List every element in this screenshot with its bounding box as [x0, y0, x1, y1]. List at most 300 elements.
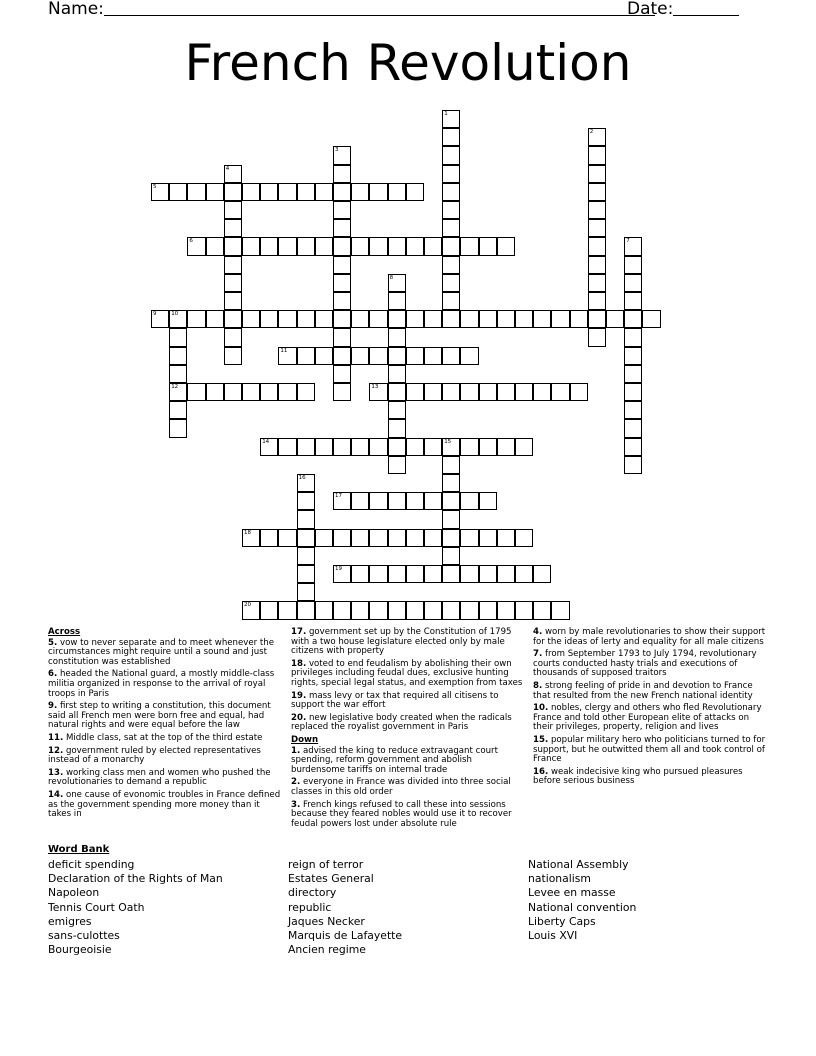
crossword-cell[interactable]: [297, 438, 315, 456]
clue-number: 16.: [533, 766, 549, 777]
crossword-cell[interactable]: [169, 383, 187, 401]
crossword-cell[interactable]: [388, 601, 406, 619]
crossword-cell[interactable]: [570, 383, 588, 401]
crossword-cell[interactable]: [533, 565, 551, 583]
crossword-cell[interactable]: [406, 310, 424, 328]
crossword-cell[interactable]: [260, 601, 278, 619]
crossword-cell[interactable]: [424, 565, 442, 583]
crossword-cell[interactable]: [442, 565, 460, 583]
crossword-cell[interactable]: [424, 438, 442, 456]
crossword-cell[interactable]: [388, 565, 406, 583]
crossword-cell[interactable]: [479, 601, 497, 619]
crossword-cell[interactable]: [151, 183, 169, 201]
crossword-cell[interactable]: [369, 438, 387, 456]
crossword-cell[interactable]: [515, 529, 533, 547]
crossword-cell[interactable]: [297, 583, 315, 601]
crossword-cell[interactable]: [169, 310, 187, 328]
crossword-cell[interactable]: [224, 183, 242, 201]
crossword-cell[interactable]: [570, 310, 588, 328]
clue-number: 14.: [48, 789, 64, 800]
clue-text: vow to never separate and to meet whenever the circumstances might require until a sound and just constitution was established: [48, 637, 275, 667]
crossword-cell[interactable]: [333, 565, 351, 583]
crossword-cell[interactable]: [497, 310, 515, 328]
crossword-cell[interactable]: [333, 146, 351, 164]
crossword-cell[interactable]: [333, 201, 351, 219]
crossword-cell[interactable]: [442, 128, 460, 146]
crossword-cell[interactable]: [551, 383, 569, 401]
crossword-cell[interactable]: [533, 601, 551, 619]
crossword-cell[interactable]: [351, 529, 369, 547]
crossword-cell[interactable]: [333, 237, 351, 255]
crossword-cell[interactable]: [369, 383, 387, 401]
crossword-cell[interactable]: [442, 201, 460, 219]
crossword-cell[interactable]: [242, 383, 260, 401]
crossword-cell[interactable]: [369, 565, 387, 583]
clue-number: 8: [389, 274, 394, 281]
crossword-cell[interactable]: [388, 438, 406, 456]
crossword-cell[interactable]: [533, 310, 551, 328]
crossword-cell[interactable]: [169, 183, 187, 201]
crossword-cell[interactable]: [442, 529, 460, 547]
crossword-cell[interactable]: [388, 401, 406, 419]
crossword-cell[interactable]: [442, 383, 460, 401]
crossword-cell[interactable]: [588, 165, 606, 183]
crossword-cell[interactable]: [351, 310, 369, 328]
word-bank-item: emigres: [48, 914, 92, 928]
crossword-cell[interactable]: [224, 383, 242, 401]
crossword-cell[interactable]: [351, 438, 369, 456]
crossword-cell[interactable]: [497, 529, 515, 547]
crossword-cell[interactable]: [242, 183, 260, 201]
clue-number: 19: [335, 566, 342, 572]
crossword-cell[interactable]: [406, 347, 424, 365]
crossword-cell[interactable]: [479, 492, 497, 510]
crossword-cell[interactable]: [333, 383, 351, 401]
clue-number: 13: [371, 384, 379, 390]
crossword-cell[interactable]: [315, 347, 333, 365]
crossword-cell[interactable]: [388, 365, 406, 383]
clue-text: nobles, clergy and others who fled Revolutionary France and told other European elite of attacks on their privileges, property, religion and lives: [533, 703, 762, 733]
clue-number: 4.: [533, 627, 543, 637]
crossword-cell[interactable]: [224, 201, 242, 219]
crossword-cell[interactable]: [388, 274, 406, 292]
across-clue: [48, 747, 283, 766]
crossword-cell[interactable]: [333, 165, 351, 183]
clue-text: working class men and women who pushed the revolutionaries to demand a republic: [48, 767, 271, 788]
crossword-cell[interactable]: [151, 310, 169, 328]
crossword-cell[interactable]: [224, 219, 242, 237]
word-bank-item: republic: [288, 900, 332, 914]
down-clue: [291, 747, 526, 776]
clue-number: 16: [298, 475, 306, 481]
crossword-cell[interactable]: [624, 438, 642, 456]
across-clue: [48, 702, 283, 731]
crossword-cell[interactable]: [588, 274, 606, 292]
crossword-cell[interactable]: [515, 601, 533, 619]
crossword-cell[interactable]: [297, 183, 315, 201]
crossword-cell[interactable]: [624, 401, 642, 419]
crossword-cell[interactable]: [206, 183, 224, 201]
crossword-cell[interactable]: [333, 492, 351, 510]
crossword-cell[interactable]: [551, 601, 569, 619]
clue-text: voted to end feudalism by abolishing their own privileges including feudal dues, exclusive hunting rights, special legal status, and exemption from taxes: [291, 658, 523, 688]
clue-number: 2.: [291, 777, 301, 788]
crossword-cell[interactable]: [442, 347, 460, 365]
crossword-cell[interactable]: [388, 419, 406, 437]
down-clue: [291, 801, 526, 830]
crossword-cell[interactable]: [260, 237, 278, 255]
crossword-cell[interactable]: [588, 146, 606, 164]
crossword-cell[interactable]: [333, 328, 351, 346]
crossword-cell[interactable]: [333, 310, 351, 328]
crossword-cell[interactable]: [388, 492, 406, 510]
crossword-cell[interactable]: [442, 110, 460, 128]
crossword-cell[interactable]: [224, 347, 242, 365]
crossword-cell[interactable]: [406, 183, 424, 201]
clues-column-2: [291, 628, 526, 832]
crossword-cell[interactable]: [369, 601, 387, 619]
crossword-cell[interactable]: [206, 383, 224, 401]
crossword-cell[interactable]: [297, 547, 315, 565]
crossword-cell[interactable]: [460, 383, 478, 401]
across-clue: [291, 714, 526, 733]
crossword-cell[interactable]: [479, 565, 497, 583]
crossword-cell[interactable]: [369, 237, 387, 255]
crossword-cell[interactable]: [588, 310, 606, 328]
crossword-cell[interactable]: [624, 310, 642, 328]
crossword-cell[interactable]: [315, 601, 333, 619]
word-bank-item: nationalism: [528, 872, 591, 886]
crossword-cell[interactable]: [333, 256, 351, 274]
crossword-cell[interactable]: [169, 328, 187, 346]
crossword-cell[interactable]: [406, 237, 424, 255]
crossword-cell[interactable]: [497, 438, 515, 456]
clue-number: 14: [262, 438, 270, 445]
crossword-cell[interactable]: [224, 310, 242, 328]
crossword-cell[interactable]: [333, 274, 351, 292]
crossword-cell[interactable]: [460, 310, 478, 328]
crossword-cell[interactable]: [260, 529, 278, 547]
crossword-cell[interactable]: [406, 383, 424, 401]
clue-text: from September 1793 to July 1794, revolutionary courts conducted hasty trials and executions of thousands of supposed traitors: [533, 649, 757, 679]
crossword-cell[interactable]: [406, 601, 424, 619]
crossword-cell[interactable]: [588, 201, 606, 219]
crossword-cell[interactable]: [442, 219, 460, 237]
clue-number: 12: [171, 384, 179, 390]
crossword-cell[interactable]: [442, 456, 460, 474]
crossword-cell[interactable]: [388, 328, 406, 346]
clue-number: 11: [280, 347, 288, 354]
crossword-cell[interactable]: [260, 310, 278, 328]
crossword-cell[interactable]: [388, 237, 406, 255]
crossword-cell[interactable]: [242, 237, 260, 255]
crossword-cell[interactable]: [169, 401, 187, 419]
crossword-cell[interactable]: [333, 347, 351, 365]
crossword-cell[interactable]: [588, 292, 606, 310]
crossword-cell[interactable]: [297, 347, 315, 365]
clue-number: 1: [444, 111, 448, 117]
clue-number: 18.: [291, 658, 307, 669]
crossword-cell[interactable]: [624, 347, 642, 365]
date-field[interactable]: [673, 15, 739, 16]
clue-number: 7: [626, 238, 630, 245]
crossword-cell[interactable]: [460, 347, 478, 365]
crossword-cell[interactable]: [333, 365, 351, 383]
down-clue: [533, 768, 768, 787]
clue-text: Middle class, sat at the top of the third estate: [63, 732, 263, 743]
clue-text: French kings refused to call these into sessions because they feared nobles would use it to recover feudal powers lost under absolute rule: [291, 799, 512, 829]
crossword-cell[interactable]: [624, 292, 642, 310]
crossword-cell[interactable]: [497, 237, 515, 255]
crossword-cell[interactable]: [424, 601, 442, 619]
crossword-cell[interactable]: [169, 419, 187, 437]
crossword-cell[interactable]: [224, 274, 242, 292]
crossword-cell[interactable]: [388, 310, 406, 328]
crossword-cell[interactable]: [442, 183, 460, 201]
crossword-cell[interactable]: [406, 438, 424, 456]
crossword-cell[interactable]: [315, 237, 333, 255]
word-bank-item: National Assembly: [528, 858, 629, 871]
crossword-cell[interactable]: [624, 383, 642, 401]
across-clue: [291, 660, 526, 689]
clue-text: weak indecisive king who pursued pleasures before serious business: [533, 766, 743, 787]
crossword-cell[interactable]: [588, 328, 606, 346]
crossword-cell[interactable]: [351, 601, 369, 619]
down-clue: [533, 704, 768, 733]
crossword-cell[interactable]: [297, 492, 315, 510]
crossword-cell[interactable]: [606, 310, 624, 328]
crossword-cell[interactable]: [442, 146, 460, 164]
clue-text: government set up by the Constitution of 1795 with a two house legislature elected only by male citizens with property: [291, 627, 512, 657]
down-clue: [533, 650, 768, 679]
crossword-cell[interactable]: [479, 383, 497, 401]
crossword-cell[interactable]: [624, 456, 642, 474]
crossword-cell[interactable]: [187, 237, 205, 255]
crossword-cell[interactable]: [442, 274, 460, 292]
crossword-cell[interactable]: [442, 292, 460, 310]
crossword-cell[interactable]: [424, 347, 442, 365]
crossword-cell[interactable]: [351, 183, 369, 201]
crossword-cell[interactable]: [187, 310, 205, 328]
crossword-cell[interactable]: [479, 438, 497, 456]
clue-number: 2: [589, 129, 594, 136]
page-title: French Revolution: [184, 34, 632, 92]
clue-number: 3.: [291, 799, 301, 810]
crossword-cell[interactable]: [588, 237, 606, 255]
crossword-cell[interactable]: [297, 510, 315, 528]
crossword-cell[interactable]: [442, 310, 460, 328]
word-bank-item: National convention: [528, 900, 637, 914]
crossword-cell[interactable]: [479, 237, 497, 255]
crossword-cell[interactable]: [460, 237, 478, 255]
crossword-cell[interactable]: [624, 237, 642, 255]
crossword-cell[interactable]: [460, 529, 478, 547]
crossword-cell[interactable]: [460, 565, 478, 583]
clue-text: worn by male revolutionaries to show their support for the ideas of lerty and equality for all male citizens: [533, 627, 766, 647]
word-bank-item: Levee en masse: [528, 886, 616, 900]
crossword-cell[interactable]: [369, 529, 387, 547]
crossword-cell[interactable]: [624, 274, 642, 292]
crossword-cell[interactable]: [642, 310, 660, 328]
crossword-cell[interactable]: [442, 438, 460, 456]
crossword-cell[interactable]: [533, 383, 551, 401]
crossword-cell[interactable]: [406, 529, 424, 547]
crossword-cell[interactable]: [297, 310, 315, 328]
crossword-cell[interactable]: [424, 237, 442, 255]
crossword-cell[interactable]: [224, 256, 242, 274]
crossword-cell[interactable]: [315, 529, 333, 547]
crossword-cell[interactable]: [206, 310, 224, 328]
crossword-cell[interactable]: [242, 529, 260, 547]
word-bank-item: Estates General: [288, 872, 374, 886]
crossword-cell[interactable]: [424, 310, 442, 328]
clue-number: 5.: [48, 637, 58, 648]
crossword-cell[interactable]: [388, 183, 406, 201]
crossword-cell[interactable]: [460, 492, 478, 510]
date-label: Date:: [627, 0, 674, 19]
crossword-cell[interactable]: [260, 438, 278, 456]
crossword-cell[interactable]: [479, 310, 497, 328]
crossword-cell[interactable]: [187, 383, 205, 401]
clue-number: 4: [225, 165, 230, 172]
crossword-cell[interactable]: [278, 529, 296, 547]
crossword-cell[interactable]: [224, 328, 242, 346]
crossword-cell[interactable]: [515, 383, 533, 401]
crossword-cell[interactable]: [242, 310, 260, 328]
crossword-cell[interactable]: [624, 365, 642, 383]
crossword-cell[interactable]: [224, 292, 242, 310]
crossword-cell[interactable]: [351, 237, 369, 255]
clue-number: 12.: [48, 745, 64, 756]
word-bank-item: Ancien regime: [288, 943, 366, 957]
crossword-cell[interactable]: [333, 292, 351, 310]
crossword-cell[interactable]: [169, 347, 187, 365]
crossword-cell[interactable]: [515, 565, 533, 583]
word-bank-item: Declaration of the Rights of Man: [48, 872, 223, 886]
crossword-cell[interactable]: [497, 565, 515, 583]
crossword-cell[interactable]: [351, 347, 369, 365]
crossword-cell[interactable]: [460, 438, 478, 456]
clues-column-3: [533, 628, 768, 790]
crossword-cell[interactable]: [351, 492, 369, 510]
crossword-cell[interactable]: [388, 347, 406, 365]
crossword-cell[interactable]: [278, 310, 296, 328]
crossword-cell[interactable]: [479, 529, 497, 547]
crossword-cell[interactable]: [624, 328, 642, 346]
across-clue: [48, 639, 283, 668]
crossword-cell[interactable]: [424, 383, 442, 401]
word-bank-item: directory: [288, 886, 337, 900]
crossword-cell[interactable]: [388, 456, 406, 474]
crossword-cell[interactable]: [278, 183, 296, 201]
crossword-cell[interactable]: [497, 383, 515, 401]
crossword-cell[interactable]: [351, 565, 369, 583]
crossword-cell[interactable]: [278, 438, 296, 456]
crossword-cell[interactable]: [424, 529, 442, 547]
crossword-cell[interactable]: [515, 310, 533, 328]
crossword-cell[interactable]: [515, 438, 533, 456]
crossword-cell[interactable]: [333, 529, 351, 547]
crossword-cell[interactable]: [388, 292, 406, 310]
crossword-cell[interactable]: [297, 601, 315, 619]
crossword-cell[interactable]: [206, 237, 224, 255]
crossword-cell[interactable]: [588, 128, 606, 146]
crossword-cell[interactable]: [297, 383, 315, 401]
crossword-cell[interactable]: [369, 492, 387, 510]
crossword-cell[interactable]: [369, 347, 387, 365]
clue-text: everyone in France was divided into three social classes in this old order: [291, 777, 511, 797]
crossword-cell[interactable]: [624, 256, 642, 274]
crossword-cell[interactable]: [442, 165, 460, 183]
clue-number: 20.: [291, 712, 307, 723]
across-clue-list-continued: [291, 628, 526, 733]
crossword-cell[interactable]: [224, 165, 242, 183]
crossword-cell[interactable]: [442, 601, 460, 619]
crossword-cell[interactable]: [442, 492, 460, 510]
down-heading: Down: [291, 734, 319, 745]
across-heading: Across: [48, 627, 81, 637]
crossword-cell[interactable]: [388, 529, 406, 547]
crossword-cell[interactable]: [497, 601, 515, 619]
crossword-cell[interactable]: [333, 219, 351, 237]
name-field[interactable]: [104, 15, 655, 16]
word-bank-item: Marquis de Lafayette: [288, 929, 403, 943]
crossword-cell[interactable]: [424, 492, 442, 510]
crossword-cell[interactable]: [297, 565, 315, 583]
crossword-cell[interactable]: [442, 256, 460, 274]
crossword-cell[interactable]: [388, 383, 406, 401]
crossword-cell[interactable]: [588, 183, 606, 201]
crossword-cell[interactable]: [333, 183, 351, 201]
crossword-cell[interactable]: [297, 474, 315, 492]
crossword-cell[interactable]: [551, 310, 569, 328]
word-bank-column: [48, 858, 278, 957]
crossword-cell[interactable]: [406, 492, 424, 510]
crossword-cell[interactable]: [460, 601, 478, 619]
crossword-cell[interactable]: [278, 347, 296, 365]
crossword-cell[interactable]: [315, 310, 333, 328]
crossword-cell[interactable]: [187, 183, 205, 201]
crossword-cell[interactable]: [369, 183, 387, 201]
crossword-cell[interactable]: [260, 183, 278, 201]
crossword-cell[interactable]: [442, 237, 460, 255]
crossword-cell[interactable]: [588, 219, 606, 237]
crossword-cell[interactable]: [278, 383, 296, 401]
crossword-cell[interactable]: [442, 474, 460, 492]
crossword-cell[interactable]: [242, 601, 260, 619]
crossword-cell[interactable]: [588, 256, 606, 274]
crossword-cell[interactable]: [369, 310, 387, 328]
crossword-cell[interactable]: [406, 565, 424, 583]
crossword-cell[interactable]: [297, 529, 315, 547]
crossword-cell[interactable]: [260, 383, 278, 401]
crossword-cell[interactable]: [315, 438, 333, 456]
crossword-cell[interactable]: [442, 547, 460, 565]
crossword-cell[interactable]: [315, 183, 333, 201]
clue-number: 5: [153, 183, 157, 190]
crossword-cell[interactable]: [278, 601, 296, 619]
word-bank-item: sans-culottes: [48, 929, 120, 943]
word-bank-item: Napoleon: [48, 886, 100, 900]
crossword-cell[interactable]: [169, 365, 187, 383]
crossword-cell[interactable]: [442, 510, 460, 528]
crossword-cell[interactable]: [278, 237, 296, 255]
crossword-cell[interactable]: [333, 438, 351, 456]
crossword-cell[interactable]: [224, 237, 242, 255]
crossword-cell[interactable]: [333, 601, 351, 619]
crossword-cell[interactable]: [297, 237, 315, 255]
crossword-cell[interactable]: [624, 419, 642, 437]
